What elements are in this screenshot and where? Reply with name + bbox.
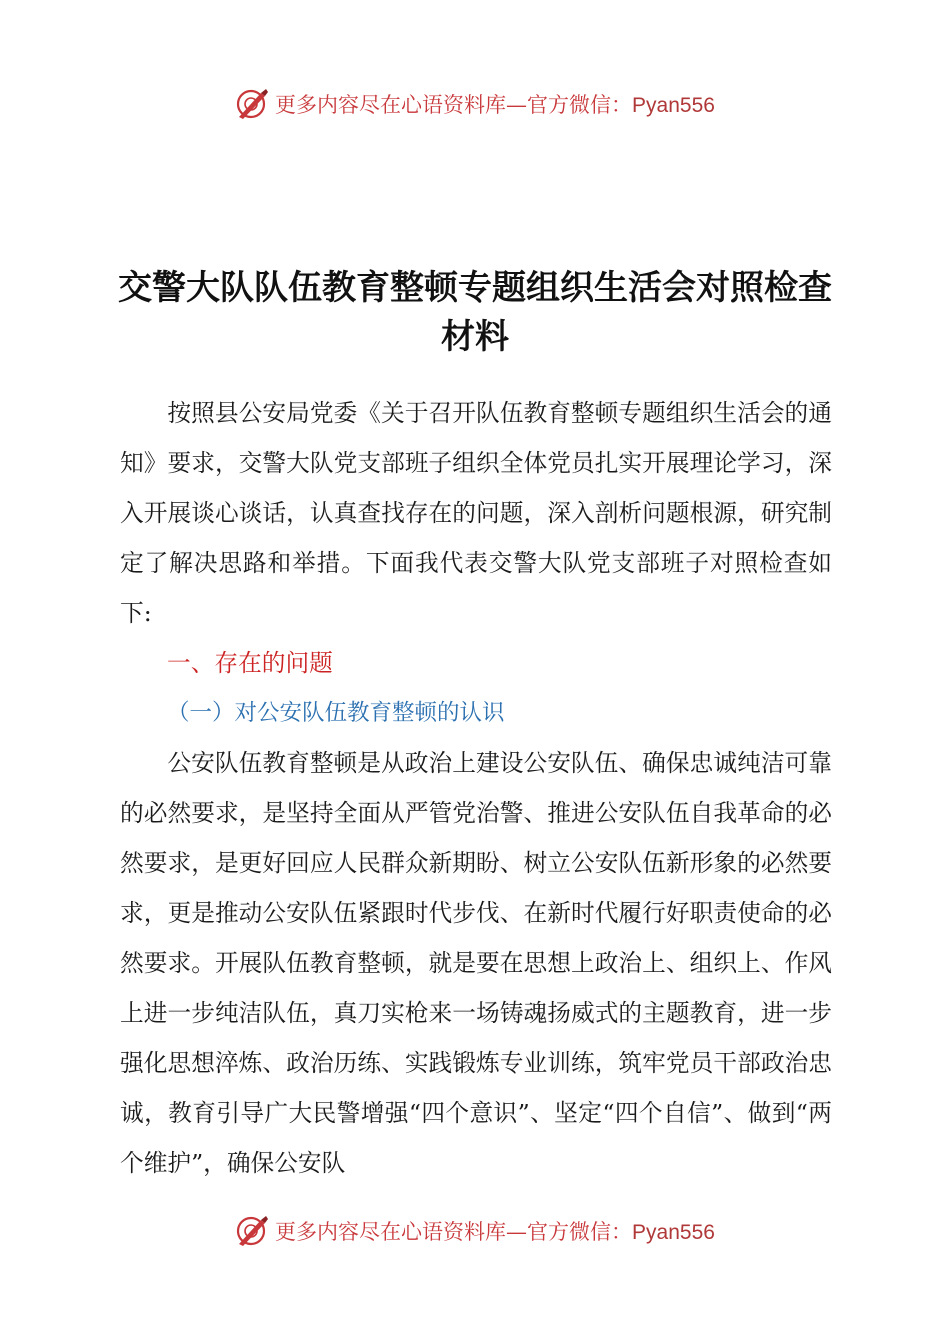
- document-body: [120, 388, 832, 1188]
- pen-logo-icon: [235, 1214, 269, 1248]
- body-paragraph: 公安队伍教育整顿是从政治上建设公安队伍、确保忠诚纯洁可靠的必然要求，是坚持全面从严管党治警、推进公安队伍自我革命的必然要求，是更好回应人民群众新期盼、树立公安队伍新形象的必然要求，更是推动公安队伍紧跟时代步伐、在新时代履行好职责使命的必然要求。开展队伍教育整顿，就是要在思想上政治上、组织上、作风上进一步纯洁队伍，真刀实枪来一场铸魂扬威式的主题教育，进一步强化思想淬炼、政治历练、实践锻炼专业训练，筑牢党员干部政治忠诚，教育引导广大民警增强“四个意识”、坚定“四个自信”、做到“两个维护”，确保公安队: [120, 749, 832, 1177]
- section-heading: 一、存在的问题: [167, 649, 333, 677]
- intro-paragraph: 按照县公安局党委《关于召开队伍教育整顿专题组织生活会的通知》要求，交警大队党支部班子组织全体党员扎实开展理论学习，深入开展谈心谈话，认真查找存在的问题，深入剖析问题根源，研究制定了解决思路和举措。下面我代表交警大队党支部班子对照检查如下:: [120, 399, 832, 627]
- header-watermark: [0, 84, 950, 124]
- pen-logo-icon: [235, 87, 269, 121]
- watermark-text: 更多内容尽在心语资料库—官方微信：Pyan556: [275, 93, 715, 117]
- document-title: 交警大队队伍教育整顿专题组织生活会对照检查材料: [118, 268, 832, 357]
- watermark-text: 更多内容尽在心语资料库—官方微信：Pyan556: [275, 1220, 715, 1244]
- subsection-heading: （一）对公安队伍教育整顿的认识: [167, 700, 505, 726]
- footer-watermark: [0, 1211, 950, 1251]
